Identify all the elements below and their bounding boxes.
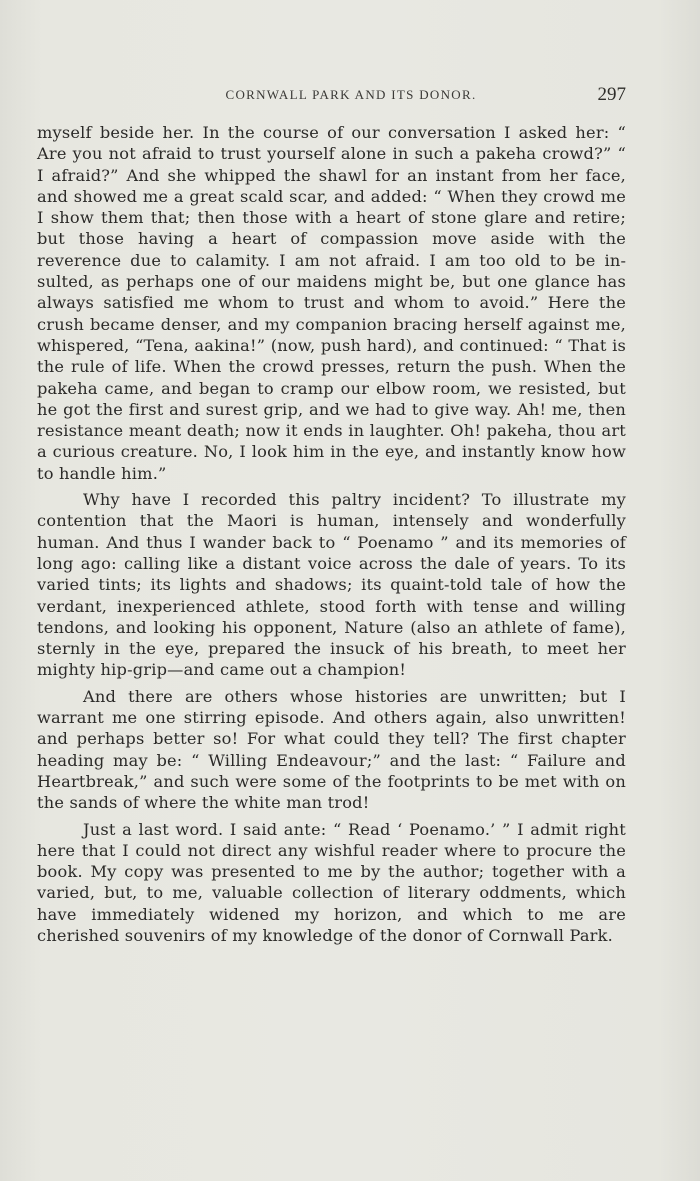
body-text <box>37 122 626 946</box>
paragraph-2: Why have I recorded this paltry incident? To illustrate my contention that the Maori is human, intensely and wonderfully human. And thus I wander back to “ Poenamo ” and its memories of long ago: calling like a distant voice across the dale of years. To its varied tints; its lights and shadows; its quaint-told tale of how the verdant, inexperienced athlete, stood forth with tense and willing tendons, and looking his opponent, Nature (also an athlete of fame), sternly in the eye, prepared the insuck of his breath, to meet her mighty hip-grip—and came out a champion! <box>37 490 626 680</box>
running-head <box>36 84 626 108</box>
paragraph-3: And there are others whose histories are unwritten; but I warrant me one stirring episode. And others again, also unwritten! and perhaps better so! For what could they tell? The first chapter heading may be: “ Willing Endeavour;” and the last: “ Failure and Heartbreak,” and such were some of the footprints to be met with on the sands of where the white man trod! <box>37 686 626 813</box>
paragraph-4: Just a last word. I said ante: “ Read ‘ Poenamo.’ ” I admit right here that I could not direct any wishful reader where to procure the book. My copy was presented to me by the author; together with a varied, but, to me, valuable collection of literary oddments, which have immediately widened my horizon, and which to me are cherished souvenirs of my knowledge of the donor of Cornwall Park. <box>37 819 626 945</box>
paragraph-1: myself beside her. In the course of our conversation I asked her: “ Are you not afraid to trust yourself alone in such a pakeha crowd?” “ I afraid?” And she whipped the shawl for an instant from her face, and showed me a great scald scar, and added: “ When they crowd me I show them that; then those with a heart of stone glare and retire; but those having a heart of compassion move aside with the reverence due to calamity. I am not afraid. I am too old to be insulted, as perhaps one of our maidens might be, but one glance has always satisfied me whom to trust and whom to avoid.” Here the crush became denser, and my companion bracing herself against me, whispered, “Tena, aakina!” (now, push hard), and continued: “ That is the rule of life. When the crowd presses, return the push. When the pakeha came, and began to cramp our elbow room, we resisted, but he got the first and surest grip, and we had to give way. Ah! me, then resistance meant death; now it ends in laughter. Oh! pakeha, thou art a curious creature. No, I look him in the eye, and instantly know how to handle him.” <box>37 123 626 483</box>
running-title: CORNWALL PARK AND ITS DONOR. <box>225 87 477 102</box>
page-number: 297 <box>597 84 626 105</box>
